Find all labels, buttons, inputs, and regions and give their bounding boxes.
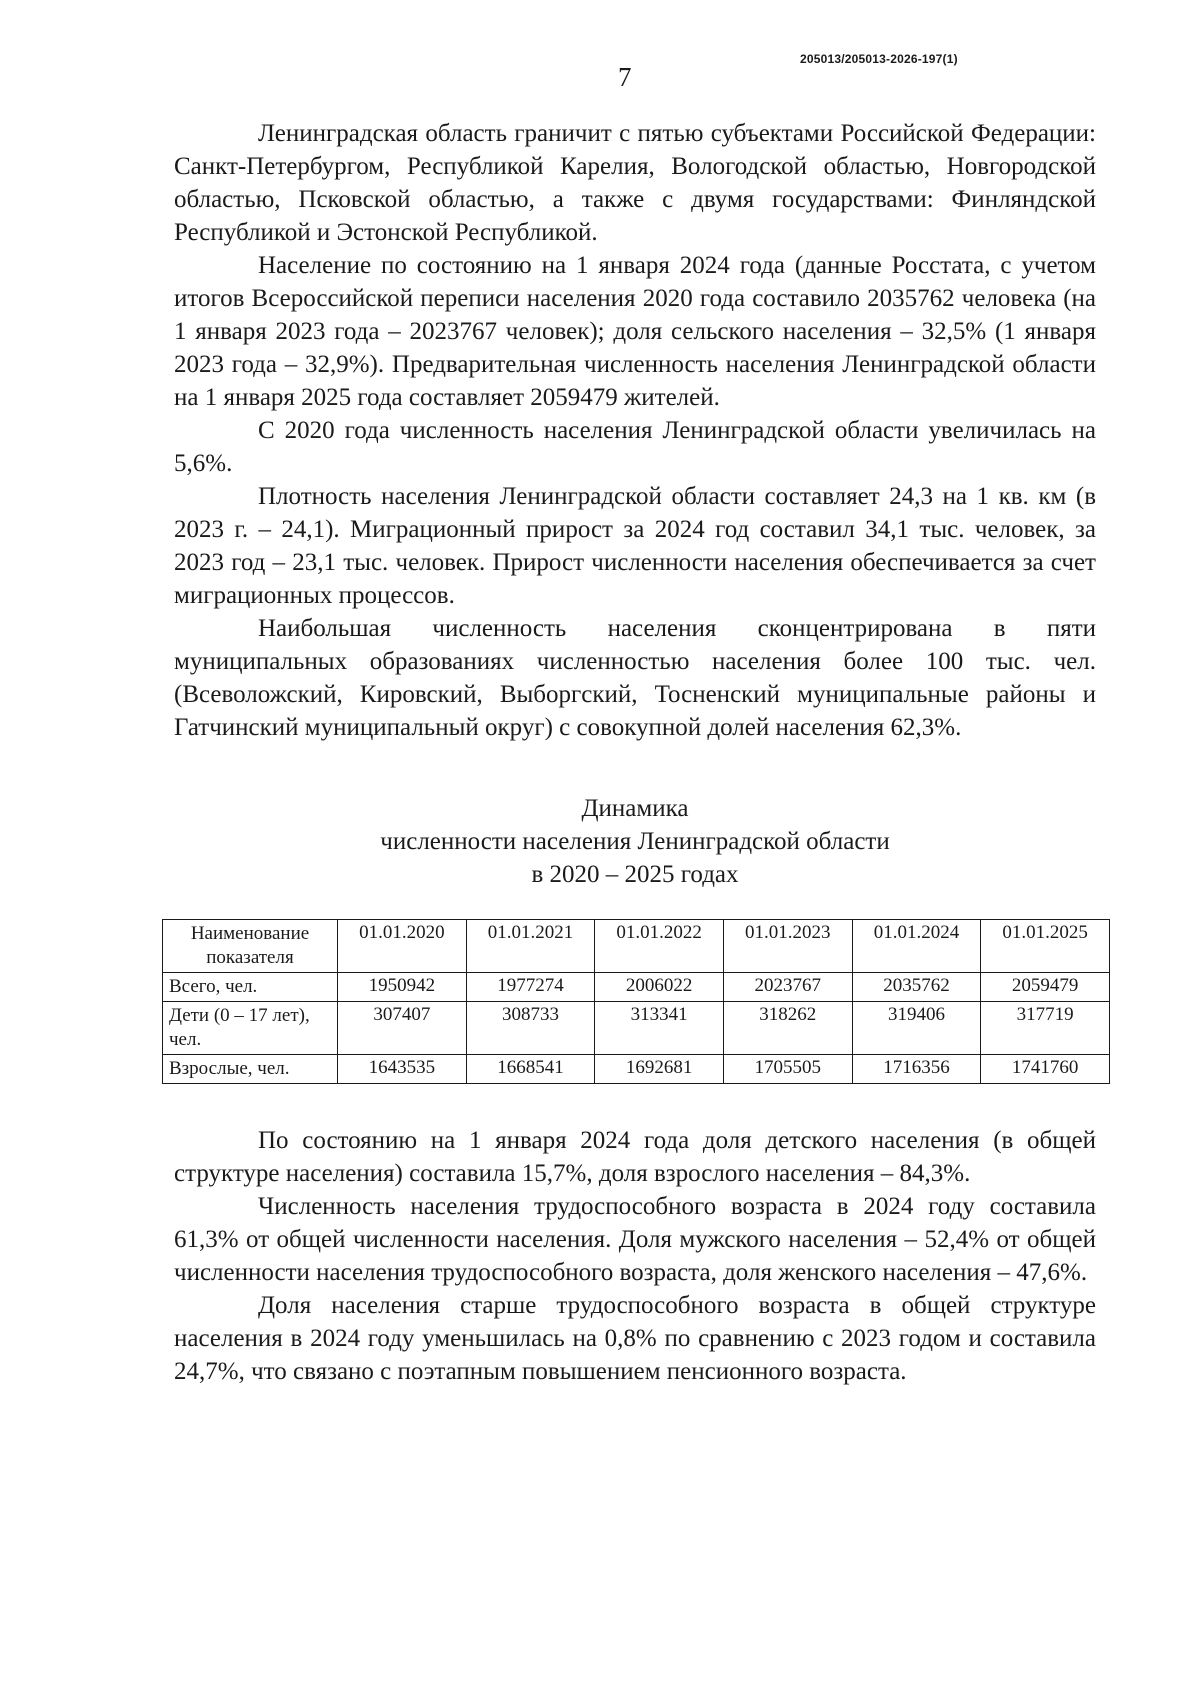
- table-cell: 1643535: [338, 1055, 467, 1084]
- table-cell: 307407: [338, 1002, 467, 1055]
- table-cell: 2023767: [723, 973, 852, 1002]
- table-cell: 1668541: [466, 1055, 595, 1084]
- document-id: 205013/205013-2026-197(1): [800, 52, 958, 66]
- table-caption-line: в 2020 – 2025 годах: [531, 861, 739, 888]
- row-label: Дети (0 – 17 лет), чел.: [163, 1002, 338, 1055]
- paragraph-pension-age: Доля населения старше трудоспособного возраста в общей структуре населения в 2024 году уменьшилась на 0,8% по сравнению с 2023 годом и составила 24,7%, что связано с поэтапным повышением пенсионного возраста.: [174, 1292, 1096, 1385]
- table-cell: 1741760: [981, 1055, 1110, 1084]
- table-cell: 2059479: [981, 973, 1110, 1002]
- paragraph-borders: Ленинградская область граничит с пятью субъектами Российской Федерации: Санкт-Петербургом, Республикой Карелия, Вологодской областью, Новгородской областью, Псковской областью, а также с двумя государствами: Финляндской Республикой и Эстонской Республикой.: [174, 120, 1096, 246]
- table-cell: 1716356: [852, 1055, 981, 1084]
- table-row-children: [163, 1002, 1110, 1055]
- paragraph-children-share: По состоянию на 1 января 2024 года доля детского населения (в общей структуре населения) составила 15,7%, доля взрослого населения – 84,3%.: [174, 1127, 1096, 1187]
- row-label: Взрослые, чел.: [163, 1055, 338, 1084]
- row-label: Всего, чел.: [163, 973, 338, 1002]
- table-caption-line: Динамика: [581, 795, 689, 822]
- column-header-date: 01.01.2020: [338, 920, 467, 973]
- page-number: 7: [618, 62, 632, 92]
- population-table: [162, 919, 1110, 1084]
- table-row-adults: [163, 1055, 1110, 1084]
- table-cell: 1977274: [466, 973, 595, 1002]
- table-cell: 1692681: [595, 1055, 724, 1084]
- closing-section: [174, 1124, 1096, 1388]
- column-header-date: 01.01.2025: [981, 920, 1110, 973]
- table-header-row: [163, 920, 1110, 973]
- table-caption-line: численности населения Ленинградской области: [380, 828, 890, 855]
- table-cell: 1950942: [338, 973, 467, 1002]
- column-header-indicator: Наименование показателя: [163, 920, 338, 973]
- paragraph-working-age: Численность населения трудоспособного возраста в 2024 году составила 61,3% от общей численности населения. Доля мужского населения – 52,4% от общей численности населения трудоспособного возраста, доля женского населения – 47,6%.: [174, 1193, 1096, 1286]
- table-cell: 2006022: [595, 973, 724, 1002]
- column-header-date: 01.01.2024: [852, 920, 981, 973]
- document-body: [169, 117, 1096, 1388]
- paragraph-density: Плотность населения Ленинградской области составляет 24,3 на 1 кв. км (в 2023 г. – 24,1). Миграционный прирост за 2024 год составил 34,1 тыс. человек, за 2023 год – 23,1 тыс. человек. Прирост численности населения обеспечивается за счет миграционных процессов.: [174, 483, 1096, 609]
- column-header-date: 01.01.2021: [466, 920, 595, 973]
- paragraph-growth: С 2020 года численность населения Ленинградской области увеличилась на 5,6%.: [174, 417, 1096, 477]
- table-cell: 317719: [981, 1002, 1110, 1055]
- table-cell: 308733: [466, 1002, 595, 1055]
- paragraph-concentration: Наибольшая численность населения сконцентрирована в пяти муниципальных образованиях численностью населения более 100 тыс. чел. (Всеволожский, Кировский, Выборгский, Тосненский муниципальные районы и Гатчинский муниципальный округ) с совокупной долей населения 62,3%.: [174, 615, 1096, 741]
- table-cell: 319406: [852, 1002, 981, 1055]
- table-cell: 2035762: [852, 973, 981, 1002]
- column-header-date: 01.01.2022: [595, 920, 724, 973]
- table-cell: 1705505: [723, 1055, 852, 1084]
- table-caption: [174, 792, 1096, 891]
- table-cell: 313341: [595, 1002, 724, 1055]
- table-cell: 318262: [723, 1002, 852, 1055]
- column-header-date: 01.01.2023: [723, 920, 852, 973]
- table-row-total: [163, 973, 1110, 1002]
- paragraph-population: Население по состоянию на 1 января 2024 года (данные Росстата, с учетом итогов Всероссийской переписи населения 2020 года составило 2035762 человека (на 1 января 2023 года – 2023767 человек); доля сельского населения – 32,5% (1 января 2023 года – 32,9%). Предварительная численность населения Ленинградской области на 1 января 2025 года составляет 2059479 жителей.: [174, 252, 1096, 411]
